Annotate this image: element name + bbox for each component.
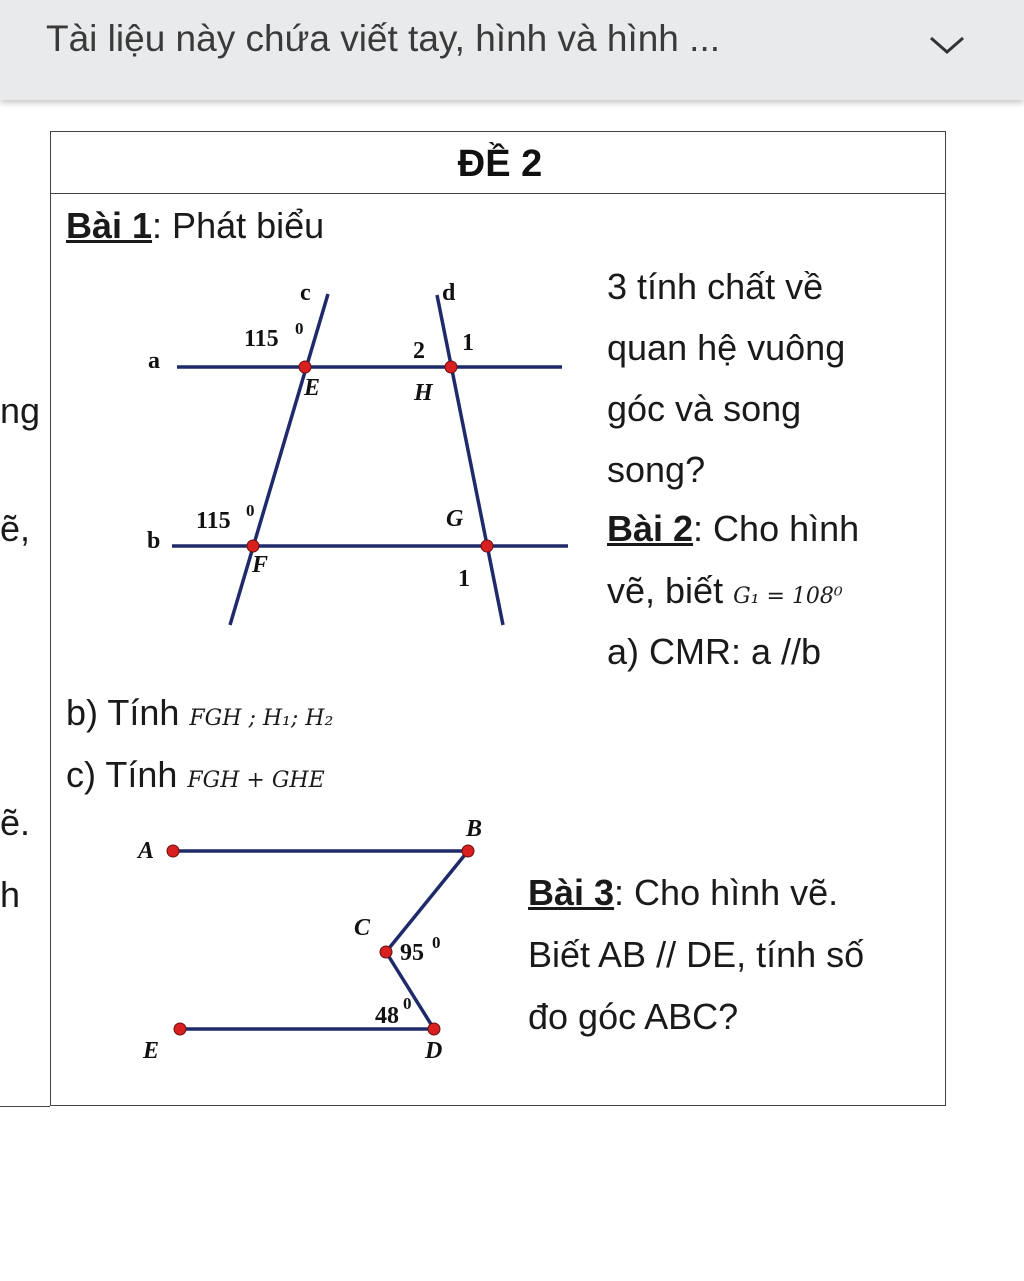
label-point-f: F (252, 552, 269, 578)
label-angle-e-deg: 0 (295, 319, 304, 338)
bai2-label: Bài 2 (607, 508, 694, 549)
point-c-dot (380, 946, 392, 958)
label-point-d: D (425, 1038, 443, 1064)
left-edge-fragment-3: ẽ. (0, 802, 31, 843)
right-col-line-3: góc và song (607, 388, 802, 429)
label-angle-h1: 1 (462, 330, 474, 356)
point-e2-dot (174, 1023, 186, 1035)
part-b-math: FGH ; H₁; H₂ (189, 706, 334, 731)
left-edge-fragment-4: h (0, 874, 21, 915)
bai2-given-label: vẽ, biết (607, 570, 724, 611)
left-edge-fragment-2: ẽ, (0, 508, 31, 549)
part-a: a) CMR: a //b (607, 631, 822, 672)
label-point-g: G (446, 506, 464, 532)
label-angle-d-deg: 0 (403, 994, 412, 1013)
part-c-label: c) Tính (66, 754, 178, 795)
label-point-a: A (138, 838, 155, 864)
bai2-given-math: G₁ = 108⁰ (733, 584, 843, 609)
part-c-math: FGH + GHE (187, 768, 325, 793)
label-point-b: B (466, 816, 483, 842)
bai3-line-2: Biết AB // DE, tính số (528, 934, 865, 975)
right-col-line-2: quan hệ vuông (607, 327, 846, 368)
bai3-line-3: đo góc ABC? (528, 996, 739, 1037)
label-angle-e: 115 (244, 326, 279, 352)
segment-bc (386, 851, 468, 952)
label-angle-h2: 2 (413, 338, 425, 364)
label-angle-f-deg: 0 (246, 501, 255, 520)
label-line-b: b (147, 528, 161, 554)
label-line-c: c (300, 280, 311, 306)
point-d-dot (428, 1023, 440, 1035)
label-angle-g1: 1 (458, 566, 470, 592)
bai1-text: : Phát biểu (152, 205, 325, 246)
right-col-line-4: song? (607, 449, 706, 490)
label-line-a: a (148, 348, 160, 374)
label-point-h: H (414, 380, 433, 406)
label-point-e2: E (143, 1038, 160, 1064)
point-b-dot (462, 845, 474, 857)
label-angle-f: 115 (196, 508, 231, 534)
right-col-line-1: 3 tính chất về (607, 266, 824, 307)
label-angle-c-deg: 0 (432, 933, 441, 952)
bai1-label: Bài 1 (66, 205, 153, 246)
label-angle-d: 48 (375, 1003, 399, 1029)
bai2-text: : Cho hình (693, 508, 860, 549)
bai3-label: Bài 3 (528, 872, 615, 913)
label-line-d: d (442, 280, 456, 306)
point-a-dot (167, 845, 179, 857)
part-b-label: b) Tính (66, 692, 180, 733)
bai3-text: : Cho hình vẽ. (614, 872, 839, 913)
label-point-e: E (304, 375, 321, 401)
document-title: Tài liệu này chứa viết tay, hình và hình ... (46, 18, 721, 59)
label-angle-c: 95 (400, 940, 424, 966)
left-edge-fragment-1: ng (0, 390, 41, 431)
label-point-c: C (354, 915, 371, 941)
exam-heading: ĐỀ 2 (457, 143, 543, 185)
